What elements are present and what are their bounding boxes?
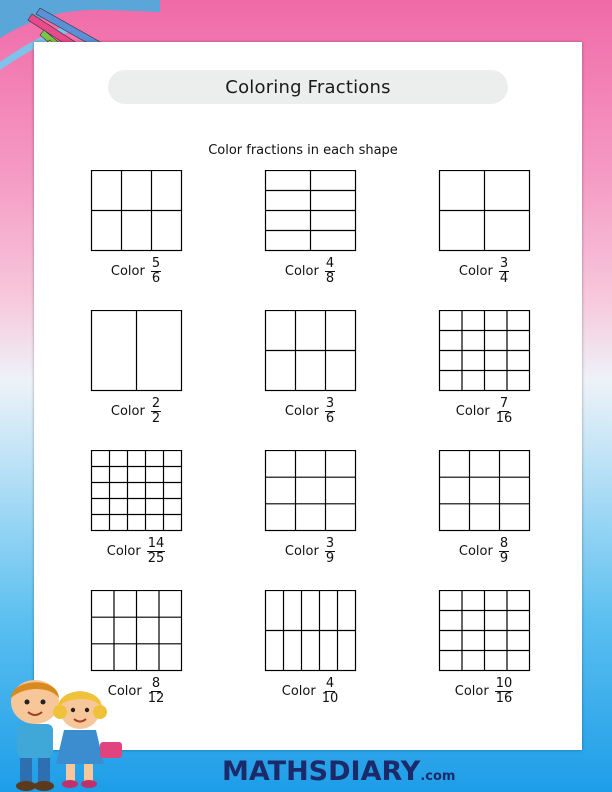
color-word: Color bbox=[110, 404, 145, 419]
fraction bbox=[325, 258, 335, 285]
color-word: Color bbox=[284, 264, 319, 279]
fraction-denominator: 9 bbox=[325, 551, 335, 566]
color-word: Color bbox=[107, 684, 142, 699]
fraction-denominator: 9 bbox=[499, 551, 509, 566]
fraction-numerator: 8 bbox=[499, 536, 509, 551]
fraction-label bbox=[414, 538, 554, 565]
color-word: Color bbox=[455, 404, 490, 419]
color-word: Color bbox=[110, 264, 145, 279]
problem-cell bbox=[66, 170, 206, 310]
fraction-label bbox=[66, 398, 206, 425]
fraction bbox=[325, 398, 335, 425]
problem-cell bbox=[66, 450, 206, 590]
fraction-shape[interactable] bbox=[240, 310, 380, 392]
fraction-denominator: 6 bbox=[325, 411, 335, 426]
fraction-label bbox=[414, 258, 554, 285]
problem-cell bbox=[414, 170, 554, 310]
fraction-denominator: 25 bbox=[147, 551, 165, 566]
fraction bbox=[499, 538, 509, 565]
fraction-denominator: 16 bbox=[495, 411, 513, 426]
fraction bbox=[322, 678, 339, 705]
fraction-shape[interactable] bbox=[66, 450, 206, 532]
fraction-label bbox=[240, 398, 380, 425]
shape-outline bbox=[92, 451, 182, 531]
fraction-label bbox=[414, 398, 554, 425]
fraction-numerator: 4 bbox=[325, 256, 335, 271]
problem-cell bbox=[240, 170, 380, 310]
shape-outline bbox=[266, 451, 356, 531]
problem-cell bbox=[414, 590, 554, 730]
problem-cell bbox=[240, 590, 380, 730]
fraction-denominator: 2 bbox=[151, 411, 161, 426]
fraction-shape[interactable] bbox=[414, 590, 554, 672]
problem-cell bbox=[240, 450, 380, 590]
fraction bbox=[496, 398, 513, 425]
kids-illustration bbox=[0, 672, 140, 792]
fraction-numerator: 2 bbox=[151, 396, 161, 411]
fraction-numerator: 3 bbox=[325, 536, 335, 551]
fraction bbox=[325, 538, 335, 565]
fraction-numerator: 3 bbox=[325, 396, 335, 411]
fraction-shape[interactable] bbox=[240, 450, 380, 532]
color-word: Color bbox=[284, 544, 319, 559]
problem-cell bbox=[66, 310, 206, 450]
fraction-shape[interactable] bbox=[414, 170, 554, 252]
fraction-label bbox=[240, 678, 380, 705]
color-word: Color bbox=[106, 544, 141, 559]
color-word: Color bbox=[454, 684, 489, 699]
fraction-numerator: 3 bbox=[499, 256, 509, 271]
color-word: Color bbox=[284, 404, 319, 419]
shape-outline bbox=[440, 451, 530, 531]
fraction-denominator: 16 bbox=[495, 691, 513, 706]
fraction-label bbox=[66, 258, 206, 285]
logo-brand: MATHSDIARY bbox=[222, 756, 421, 787]
problem-cell bbox=[414, 450, 554, 590]
fraction-numerator: 4 bbox=[325, 676, 335, 691]
fraction-shape[interactable] bbox=[414, 450, 554, 532]
color-word: Color bbox=[281, 684, 316, 699]
color-word: Color bbox=[458, 264, 493, 279]
fraction bbox=[499, 258, 509, 285]
fraction-label bbox=[66, 538, 206, 565]
fraction-label bbox=[240, 538, 380, 565]
fraction-denominator: 10 bbox=[321, 691, 339, 706]
fraction bbox=[147, 538, 166, 565]
logo-suffix: .com bbox=[420, 769, 456, 784]
site-logo bbox=[222, 756, 455, 787]
fraction-shape[interactable] bbox=[66, 590, 206, 672]
fraction bbox=[151, 398, 161, 425]
fraction-denominator: 12 bbox=[147, 691, 165, 706]
page-title: Coloring Fractions bbox=[108, 70, 508, 104]
fraction bbox=[151, 258, 161, 285]
fraction-numerator: 7 bbox=[499, 396, 509, 411]
fraction-denominator: 8 bbox=[325, 271, 335, 286]
fraction-denominator: 4 bbox=[499, 271, 509, 286]
fraction-denominator: 6 bbox=[151, 271, 161, 286]
fraction-label bbox=[414, 678, 554, 705]
fraction-shape[interactable] bbox=[240, 590, 380, 672]
fraction-numerator: 8 bbox=[151, 676, 161, 691]
color-word: Color bbox=[458, 544, 493, 559]
fraction bbox=[495, 678, 514, 705]
problem-cell bbox=[240, 310, 380, 450]
fraction-shape[interactable] bbox=[66, 310, 206, 392]
fraction-shape[interactable] bbox=[240, 170, 380, 252]
fraction-numerator: 14 bbox=[147, 536, 165, 551]
instructions-text: Color fractions in each shape bbox=[208, 143, 398, 158]
fraction-label bbox=[240, 258, 380, 285]
fraction bbox=[148, 678, 165, 705]
fraction-numerator: 5 bbox=[151, 256, 161, 271]
fraction-shape[interactable] bbox=[66, 170, 206, 252]
fraction-numerator: 10 bbox=[495, 676, 513, 691]
fraction-shape[interactable] bbox=[414, 310, 554, 392]
problem-cell bbox=[414, 310, 554, 450]
